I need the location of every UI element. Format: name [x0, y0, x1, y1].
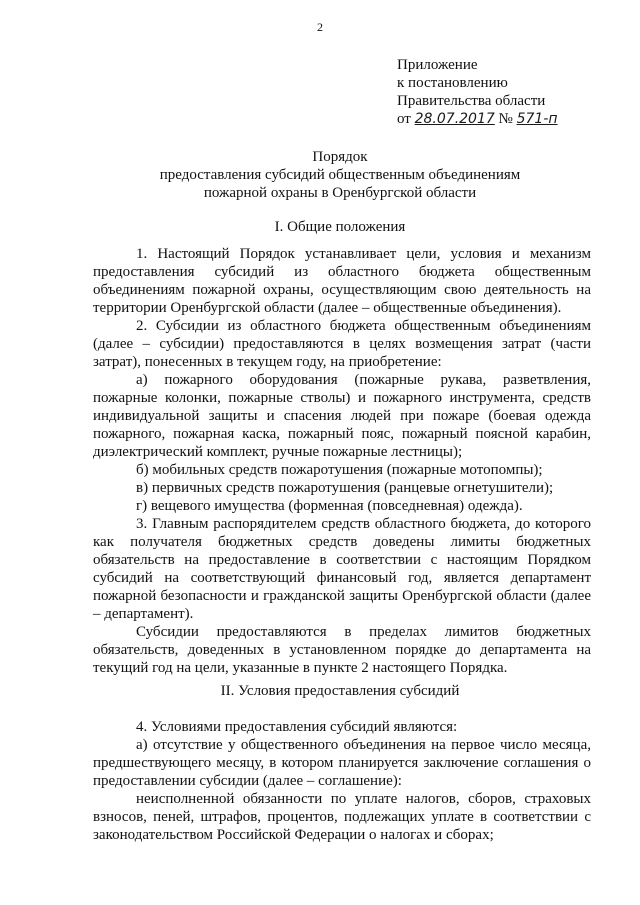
approval-number-sign: №: [498, 111, 513, 127]
approval-from-prefix: от: [397, 111, 411, 127]
approval-date: 28.07.2017: [414, 111, 495, 127]
paragraph: 2. Субсидии из областного бюджета общественным объединениям (далее – субсидии) предоставляются в целях возмещения затрат (части затрат), понесенных в текущем году, на приобретение:: [93, 318, 591, 370]
section-2-body: [93, 718, 591, 844]
paragraph: а) пожарного оборудования (пожарные рукава, разветвления, пожарные колонки, пожарные стволы) и пожарного инструмента, средств индивидуальной защиты и спасения людей при пожаре (боевая одежда пожарного, пожарная каска, пожарный пояс, пожарный поясной карабин, диэлектрический комплект, ручные пожарные лестницы);: [93, 372, 591, 460]
approval-line-1: Приложение: [397, 57, 478, 73]
document-title-line-1: Порядок: [312, 149, 368, 165]
paragraph: а) отсутствие у общественного объединения на первое число месяца, предшествующего месяцу, в котором планируется заключение соглашения о предоставлении субсидии (далее – соглашение):: [93, 737, 591, 789]
paragraph: г) вещевого имущества (форменная (повседневная) одежда).: [136, 498, 523, 514]
approval-line-2: к постановлению: [397, 75, 508, 91]
paragraph: б) мобильных средств пожаротушения (пожарные мотопомпы);: [136, 462, 543, 478]
approval-number: 571-п: [516, 111, 558, 127]
paragraph: неисполненной обязанности по уплате налогов, сборов, страховых взносов, пеней, штрафов, процентов, подлежащих уплате в соответствии с законодательством Российской Федерации о налогах и сборах;: [93, 791, 591, 843]
paragraph: Субсидии предоставляются в пределах лимитов бюджетных обязательств, доведенных в установленном порядке до департамента на текущий год на цели, указанные в пункте 2 настоящего Порядка.: [93, 624, 591, 676]
section-1-heading: I. Общие положения: [274, 219, 406, 235]
page-number: 2: [317, 20, 323, 34]
document-title-line-2: предоставления субсидий общественным объединениям: [159, 167, 521, 183]
approval-line-3: Правительства области: [397, 93, 546, 109]
approval-date-line: [397, 110, 627, 128]
paragraph: в) первичных средств пожаротушения (ранцевые огнетушители);: [136, 480, 554, 496]
document-title: [0, 148, 640, 202]
paragraph: 1. Настоящий Порядок устанавливает цели, условия и механизм предоставления субсидий из областного бюджета общественным объединениям пожарной охраны, осуществляющим свою деятельность на территории Оренбургской области (далее – общественные объединения).: [93, 246, 591, 316]
section-1-body: [93, 245, 591, 677]
document-title-line-3: пожарной охраны в Оренбургской области: [203, 185, 477, 201]
paragraph: 3. Главным распорядителем средств областного бюджета, до которого как получателя бюджетных средств доведены лимиты бюджетных обязательств на предоставление в соответствии с настоящим Порядком субсидий на соответствующий финансовый год, является департамент пожарной безопасности и гражданской защиты Оренбургской области (далее – департамент).: [93, 516, 591, 622]
section-2-heading: II. Условия предоставления субсидий: [220, 683, 460, 699]
approval-block: [397, 56, 627, 128]
paragraph: 4. Условиями предоставления субсидий являются:: [136, 719, 458, 735]
